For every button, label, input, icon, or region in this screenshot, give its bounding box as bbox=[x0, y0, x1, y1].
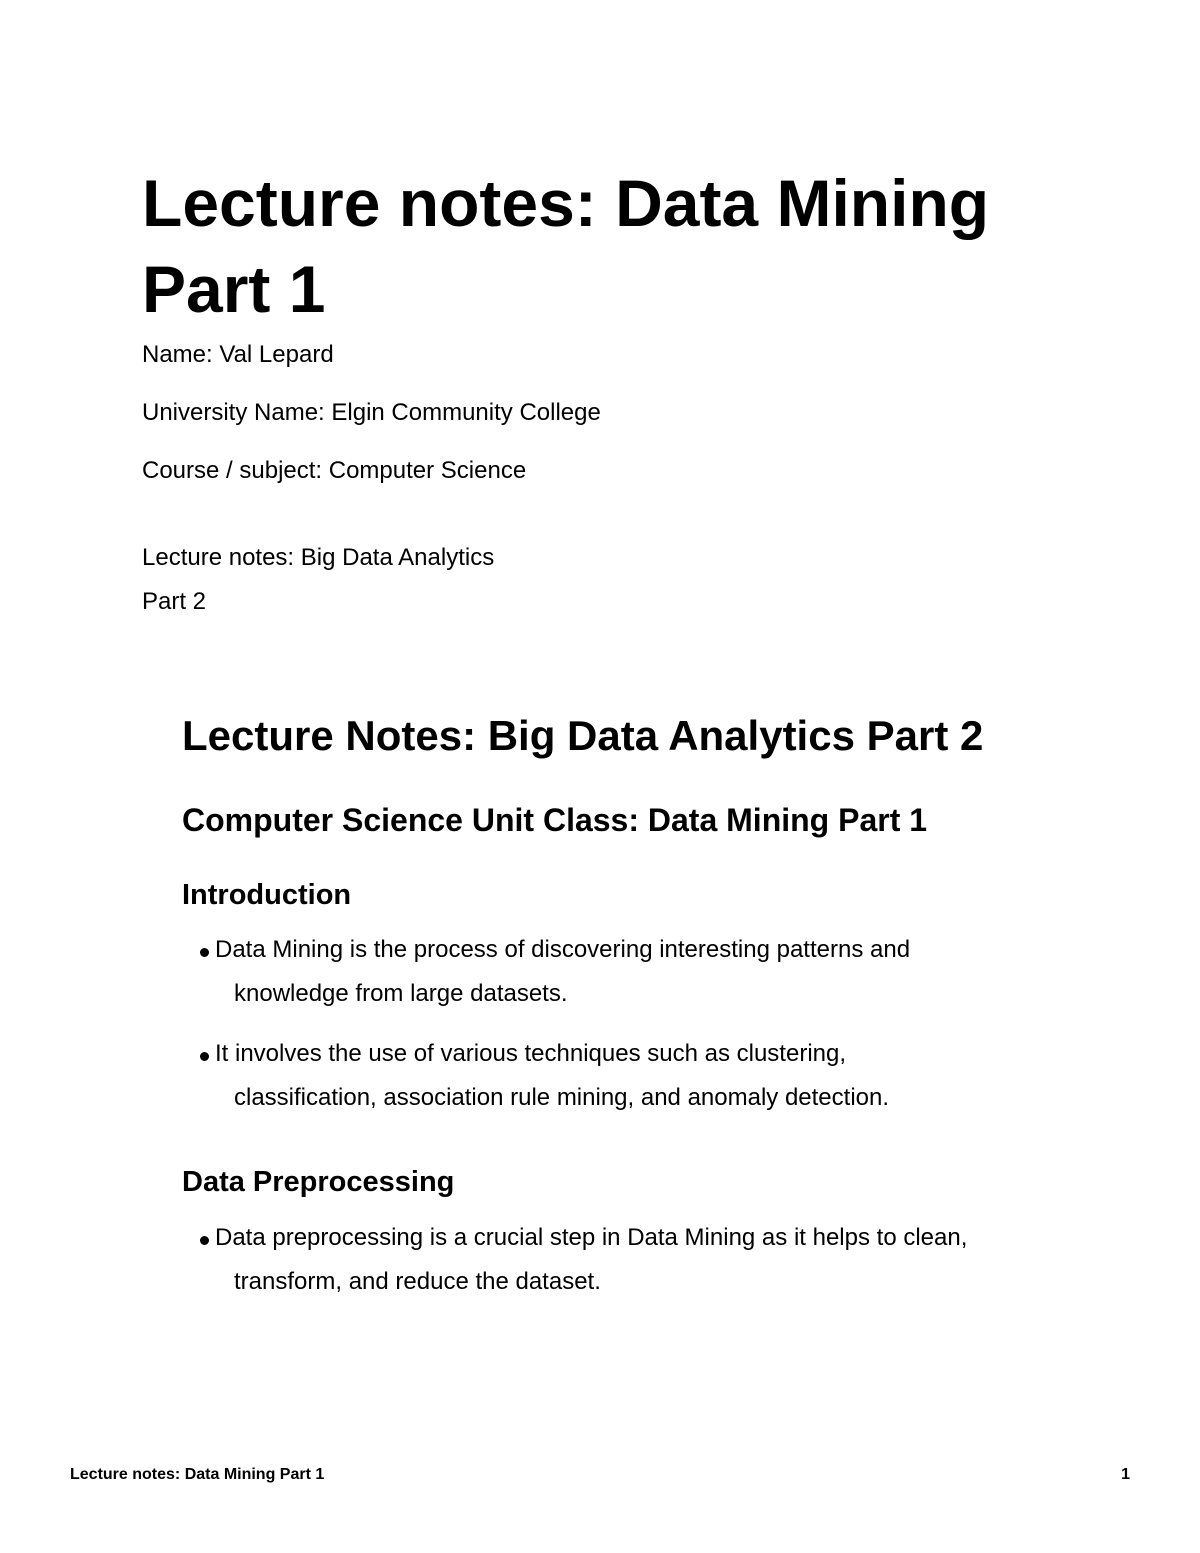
bullet-icon bbox=[200, 948, 209, 957]
author-name: Name: Val Lepard bbox=[142, 341, 334, 368]
university-name: University Name: Elgin Community College bbox=[142, 399, 601, 426]
bullet-text-line-1: Data Mining is the process of discovering interesting patterns and bbox=[215, 936, 911, 963]
footer-title: Lecture notes: Data Mining Part 1 bbox=[70, 1466, 325, 1483]
sub-heading: Computer Science Unit Class: Data Mining Part 1 bbox=[182, 802, 928, 838]
bullet-text-line-2: knowledge from large datasets. bbox=[234, 980, 568, 1007]
list-item bbox=[200, 1032, 1080, 1120]
bullet-text-line-1: Data preprocessing is a crucial step in Data Mining as it helps to clean, bbox=[215, 1224, 968, 1251]
introduction-heading: Introduction bbox=[182, 879, 352, 911]
bullet-icon bbox=[200, 1236, 209, 1245]
list-item bbox=[200, 928, 1080, 1016]
bullet-icon bbox=[200, 1052, 209, 1061]
lecture-reference-line-1: Lecture notes: Big Data Analytics bbox=[142, 544, 495, 571]
title-line-1: Lecture notes: Data Mining bbox=[142, 166, 990, 240]
bullet-text-line-2: classification, association rule mining, and anomaly detection. bbox=[234, 1084, 890, 1111]
list-item bbox=[200, 1216, 1080, 1304]
main-heading: Lecture Notes: Big Data Analytics Part 2 bbox=[182, 712, 984, 759]
page-number: 1 bbox=[1121, 1466, 1130, 1483]
data-preprocessing-heading: Data Preprocessing bbox=[182, 1166, 455, 1198]
document-title bbox=[142, 160, 1042, 332]
lecture-reference-line-2: Part 2 bbox=[142, 588, 207, 615]
course-subject: Course / subject: Computer Science bbox=[142, 457, 527, 484]
bullet-text-line-2: transform, and reduce the dataset. bbox=[234, 1268, 601, 1295]
title-line-2: Part 1 bbox=[142, 252, 326, 326]
bullet-text-line-1: It involves the use of various techniques such as clustering, bbox=[215, 1040, 847, 1067]
